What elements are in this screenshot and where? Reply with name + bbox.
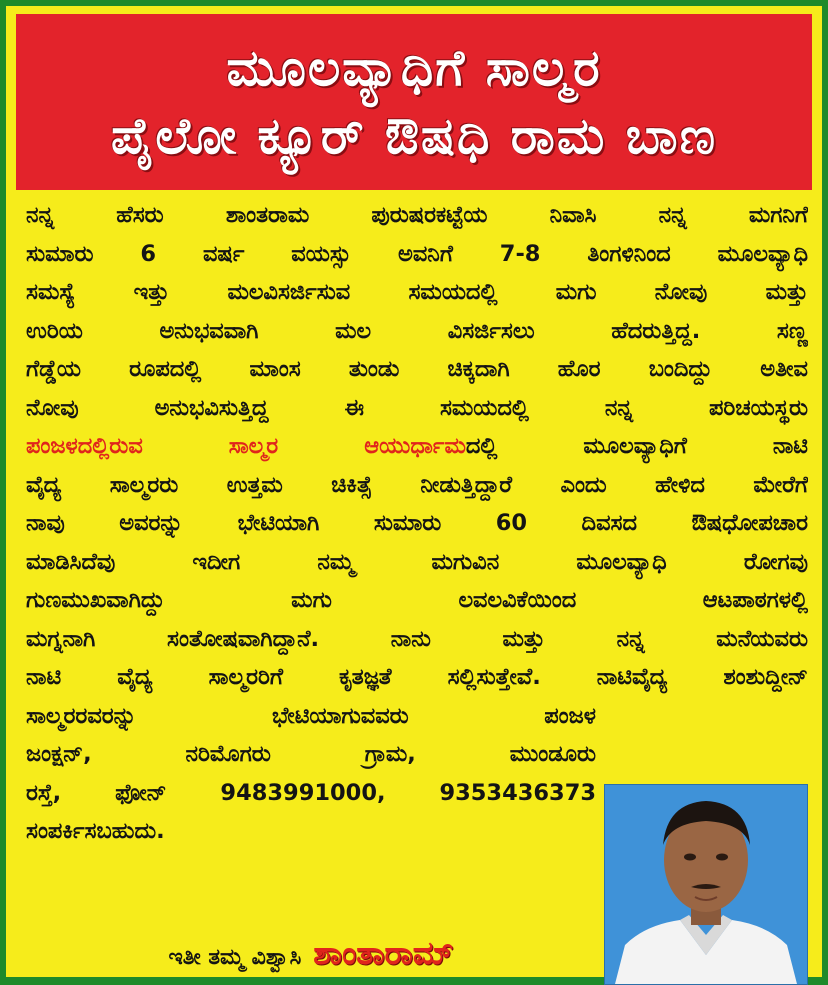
text-line: ಸಂಪರ್ಕಿಸಬಹುದು.	[26, 818, 165, 844]
text-line: ನೋವು ಅನುಭವಿಸುತ್ತಿದ್ದ ಈ ಸಮಯದಲ್ಲಿ ನನ್ನ ಪರಿಚಯಸ್ಥರು	[26, 394, 808, 421]
headline-line-1: ಮೂಲವ್ಯಾಧಿಗೆ ಸಾಲ್ಮರ	[226, 39, 602, 97]
text-line: ಮಾಡಿಸಿದೆವು ಇದೀಗ ನಮ್ಮ ಮಗುವಿನ ಮೂಲವ್ಯಾಧಿ ರೋಗವು	[26, 548, 808, 575]
clinic-name-highlight: ಪಂಜಳದಲ್ಲಿರುವ ಸಾಲ್ಮರ ಆಯುರ್ಧಾಮ	[26, 433, 466, 459]
text-line: ಸಮಸ್ಯೆ ಇತ್ತು ಮಲವಿಸರ್ಜಿಸುವ ಸಮಯದಲ್ಲಿ ಮಗು ನೋವು ಮತ್ತು	[26, 279, 808, 305]
portrait-photo	[604, 784, 808, 985]
testimonial-text	[26, 196, 808, 851]
portrait-image	[605, 785, 807, 984]
text-span: ದಲ್ಲಿ ಮೂಲವ್ಯಾಧಿಗೆ ನಾಟಿ	[465, 433, 808, 459]
signature	[26, 934, 596, 973]
text-line: ರಸ್ತೆ, ಫೋನ್ 9483991000, 9353436373	[26, 779, 596, 806]
text-line-highlight	[26, 427, 808, 466]
text-line: ವೈದ್ಯ ಸಾಲ್ಮರರು ಉತ್ತಮ ಚಿಕಿತ್ಸೆ ನೀಡುತ್ತಿದ್ದಾರೆ ಎಂದು ಹೇಳಿದ ಮೇರೆಗೆ	[26, 471, 808, 498]
text-line: ಜಂಕ್ಷನ್, ನರಿಮೊಗರು ಗ್ರಾಮ, ಮುಂಡೂರು	[26, 741, 596, 767]
text-line: ಗುಣಮುಖವಾಗಿದ್ದು ಮಗು ಲವಲವಿಕೆಯಿಂದ ಆಟಪಾಠಗಳಲ್ಲಿ	[26, 587, 808, 613]
text-line: ನಾಟಿ ವೈದ್ಯ ಸಾಲ್ಮರರಿಗೆ ಕೃತಜ್ಞತೆ ಸಲ್ಲಿಸುತ್ತೇವೆ. ನಾಟಿವೈದ್ಯ ಶಂಶುದ್ದೀನ್	[26, 664, 808, 690]
signature-name: ಶಾಂತಾರಾಮ್	[313, 934, 454, 972]
ad-poster	[6, 6, 822, 977]
text-line: ಸಾಲ್ಮರರವರನ್ನು ಭೇಟಿಯಾಗುವವರು ಪಂಜಳ	[26, 702, 596, 729]
headline-banner	[16, 14, 812, 190]
signature-prefix: ಇತೀ ತಮ್ಮ ವಿಶ್ವಾಸಿ	[168, 945, 302, 970]
text-line: ಮಗ್ನನಾಗಿ ಸಂತೋಷವಾಗಿದ್ದಾನೆ. ನಾನು ಮತ್ತು ನನ್ನ ಮನೆಯವರು	[26, 625, 808, 652]
headline-line-2: ಪೈಲೋ ಕ್ಯೂರ್ ಔಷಧಿ ರಾಮ ಬಾಣ	[110, 107, 718, 165]
text-line: ನನ್ನ ಹೆಸರು ಶಾಂತರಾಮ ಪುರುಷರಕಟ್ಟೆಯ ನಿವಾಸಿ ನನ್ನ ಮಗನಿಗೆ	[26, 202, 808, 228]
text-line: ಗೆಡ್ಡೆಯ ರೂಪದಲ್ಲಿ ಮಾಂಸ ತುಂಡು ಚಿಕ್ಕದಾಗಿ ಹೊರ ಬಂದಿದ್ದು ಅತೀವ	[26, 356, 808, 382]
text-line: ಉರಿಯ ಅನುಭವವಾಗಿ ಮಲ ವಿಸರ್ಜಿಸಲು ಹೆದರುತ್ತಿದ್ದ. ಸಣ್ಣ	[26, 317, 808, 344]
text-line: ಸುಮಾರು 6 ವರ್ಷ ವಯಸ್ಸು ಅವನಿಗೆ 7-8 ತಿಂಗಳಿನಿಂದ ಮೂಲವ್ಯಾಧಿ	[26, 240, 808, 267]
text-line: ನಾವು ಅವರನ್ನು ಭೇಟಿಯಾಗಿ ಸುಮಾರು 60 ದಿವಸದ ಔಷಧೋಪಚಾರ	[26, 510, 808, 536]
